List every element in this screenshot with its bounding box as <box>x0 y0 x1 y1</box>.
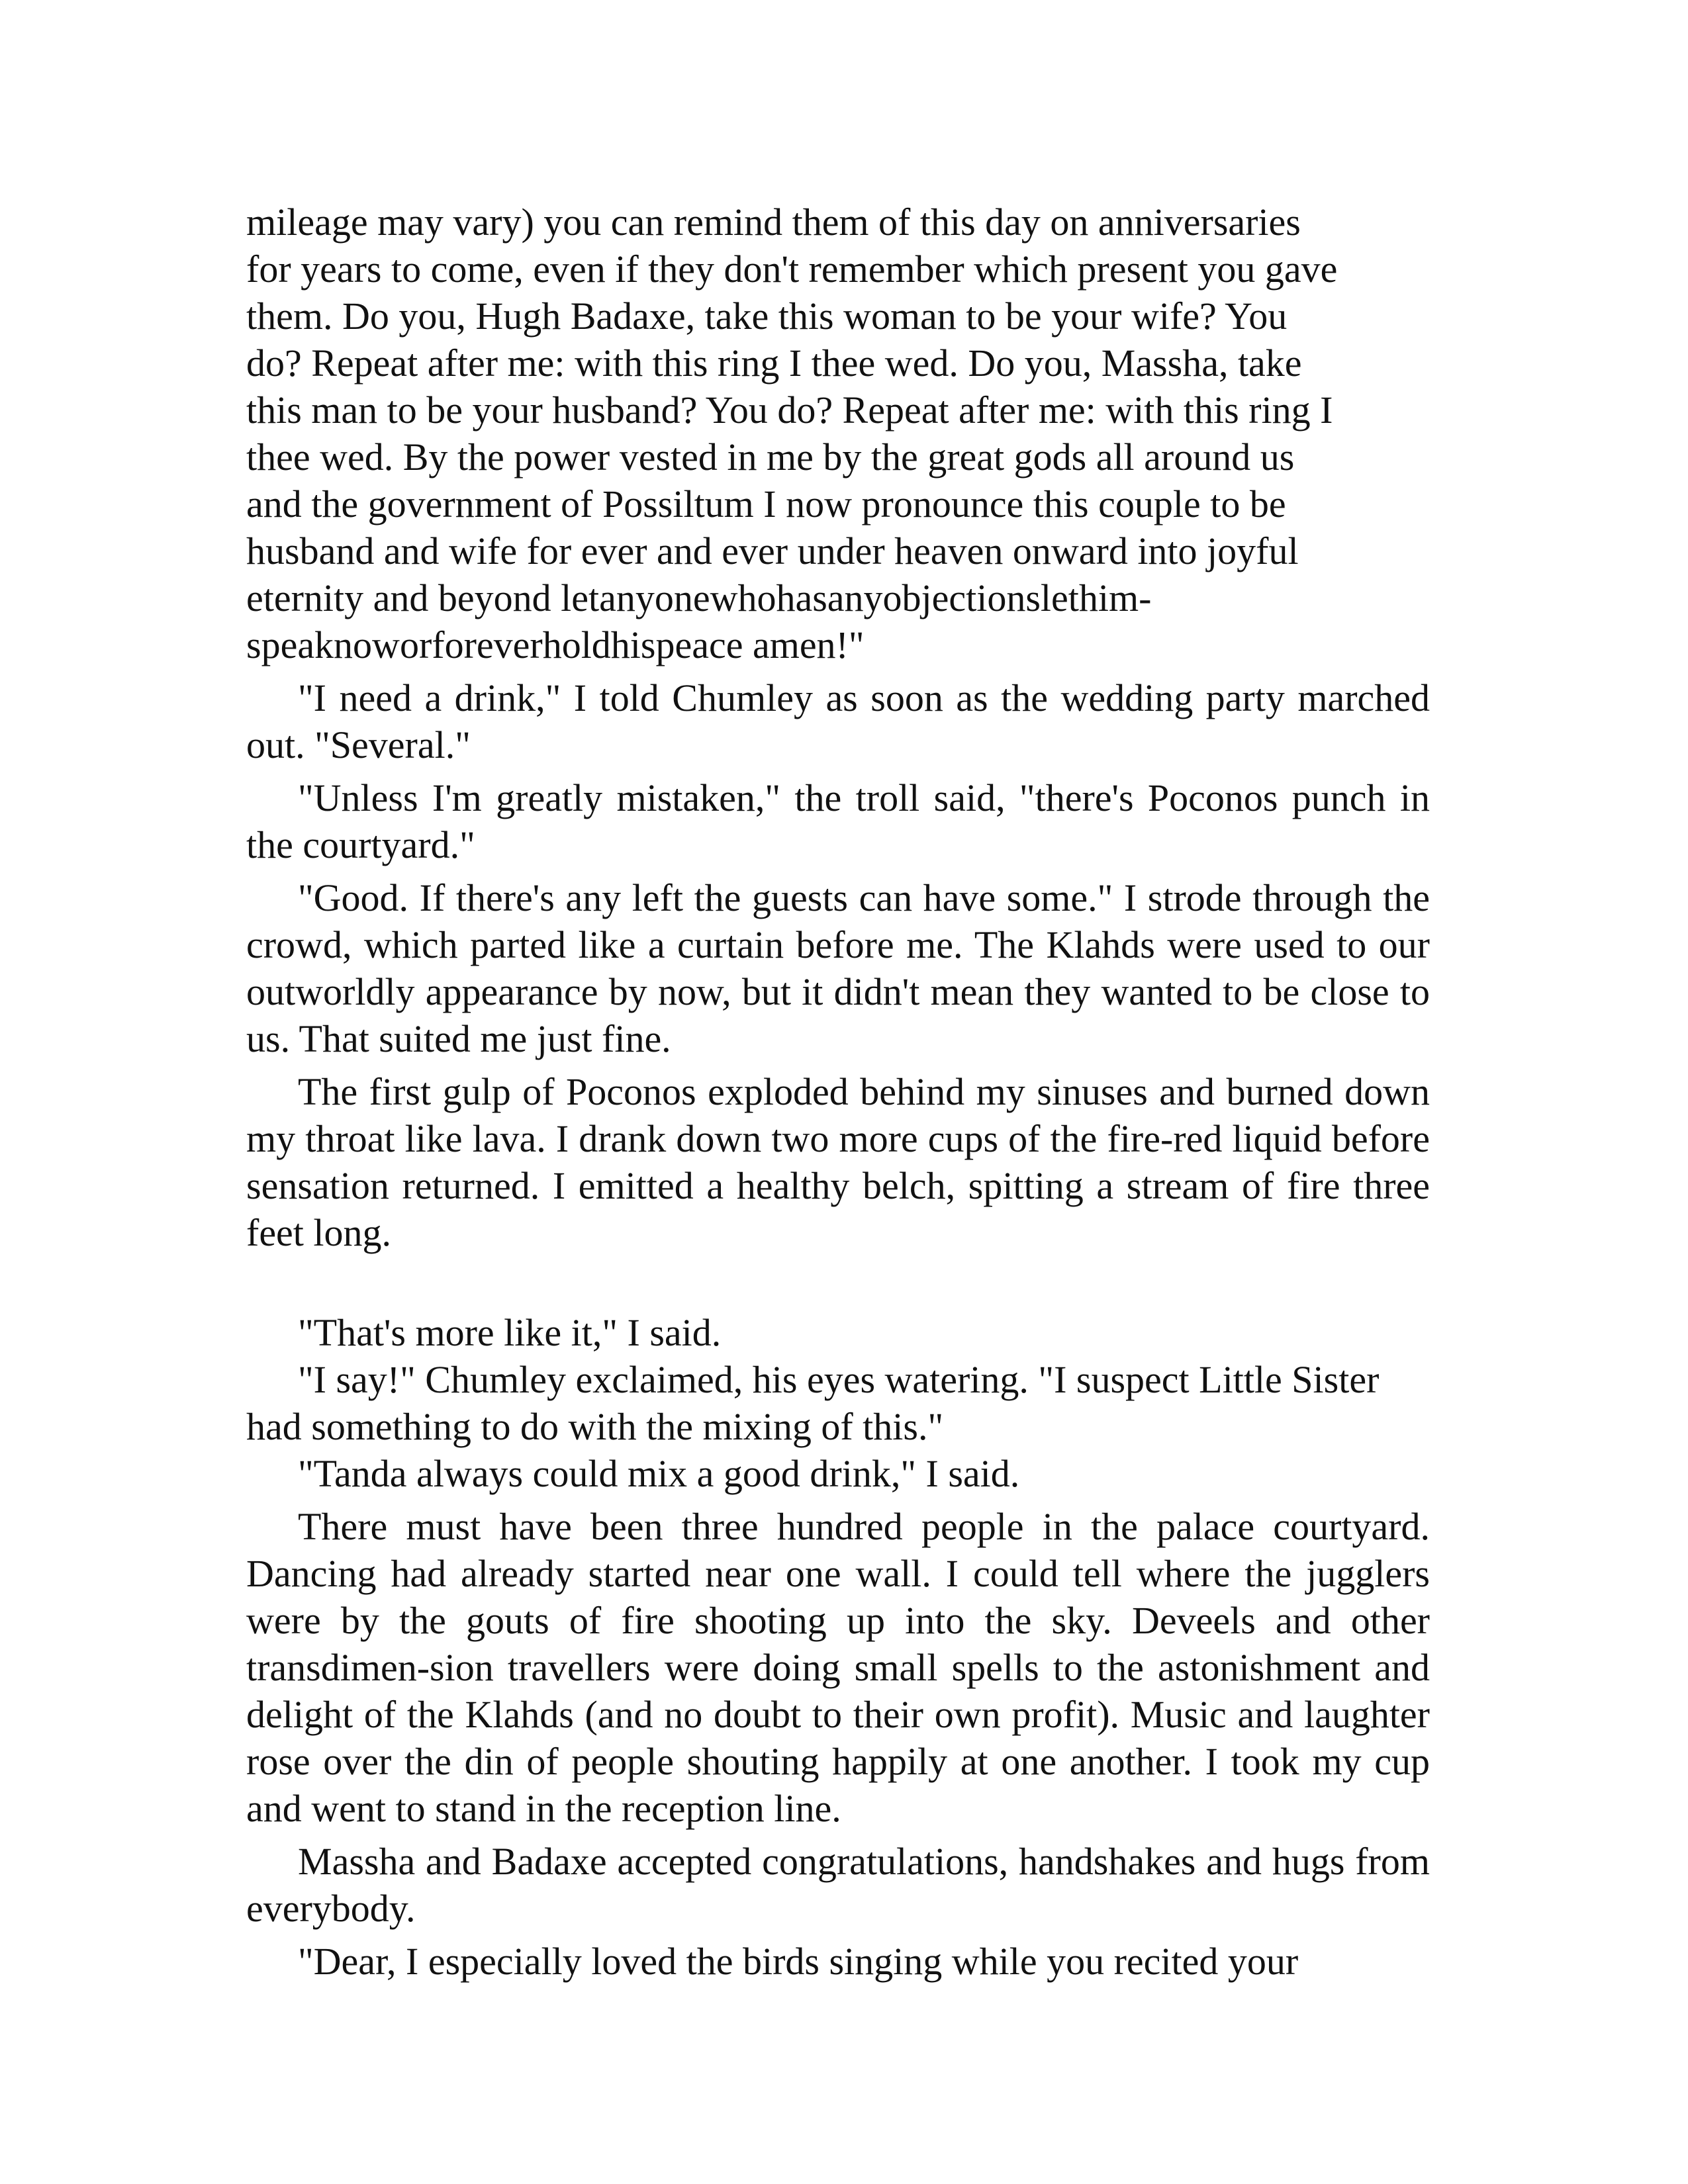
paragraph-vows <box>246 199 1430 668</box>
paragraph-strode-crowd: "Good. If there's any left the guests can have some." I strode through the crowd, which parted like a curtain before me. The Klahds were used to our outworldly appearance by now, but it didn't mean they wanted to be close to us. That suited me just fine. <box>246 876 1430 1060</box>
paragraph-birds-singing: "Dear, I especially loved the birds singing while you recited your <box>298 1940 1299 1983</box>
paragraph-congratulations: Massha and Badaxe accepted congratulations, handshakes and hugs from everybody. <box>246 1840 1430 1930</box>
paragraph-more-like-it: "That's more like it," I said. <box>298 1311 722 1354</box>
book-page <box>246 199 1430 1985</box>
paragraph-need-drink: "I need a drink," I told Chumley as soon as the wedding party marched out. "Several." <box>246 676 1430 766</box>
text-line: mileage may vary) you can remind them of this day on anniversaries <box>246 201 1301 244</box>
text-line: and the government of Possiltum I now pronounce this couple to be <box>246 482 1286 525</box>
text-line: for years to come, even if they don't remember which present you gave <box>246 248 1338 291</box>
paragraph-troll-punch: "Unless I'm greatly mistaken," the troll said, "there's Poconos punch in the courtyard." <box>246 776 1430 866</box>
text-line: this man to be your husband? You do? Repeat after me: with this ring I <box>246 388 1333 432</box>
text-line: do? Repeat after me: with this ring I thee wed. Do you, Massha, take <box>246 341 1302 385</box>
paragraph-tanda-drink: "Tanda always could mix a good drink," I said. <box>298 1452 1020 1495</box>
text-line: thee wed. By the power vested in me by the great gods all around us <box>246 435 1295 478</box>
text-line: speaknoworforeverholdhispeace amen!" <box>246 623 865 666</box>
paragraph-first-gulp: The first gulp of Poconos exploded behind my sinuses and burned down my throat like lava. I drank down two more cups of the fire-red liquid before sensation returned. I emitted a healthy belch, spitting a stream of fire three feet long. <box>246 1070 1430 1254</box>
paragraph-courtyard: There must have been three hundred people in the palace courtyard. Dancing had already started near one wall. I could tell where the jugglers were by the gouts of fire shooting up into the sky. Deveels and other transdimen-sion travellers were doing small spells to the astonishment and delight of the Klahds (and no doubt to their own profit). Music and laughter rose over the din of people shouting happily at one another. I took my cup and went to stand in the reception line. <box>246 1505 1430 1830</box>
text-line: them. Do you, Hugh Badaxe, take this woman to be your wife? You <box>246 295 1288 338</box>
text-line: eternity and beyond letanyonewhohasanyobjectionslethim- <box>246 576 1152 619</box>
text-line: husband and wife for ever and ever under heaven onward into joyful <box>246 529 1299 572</box>
paragraph-chumley-exclaimed: "I say!" Chumley exclaimed, his eyes watering. "I suspect Little Sister had something to do with the mixing of this." <box>246 1358 1380 1448</box>
